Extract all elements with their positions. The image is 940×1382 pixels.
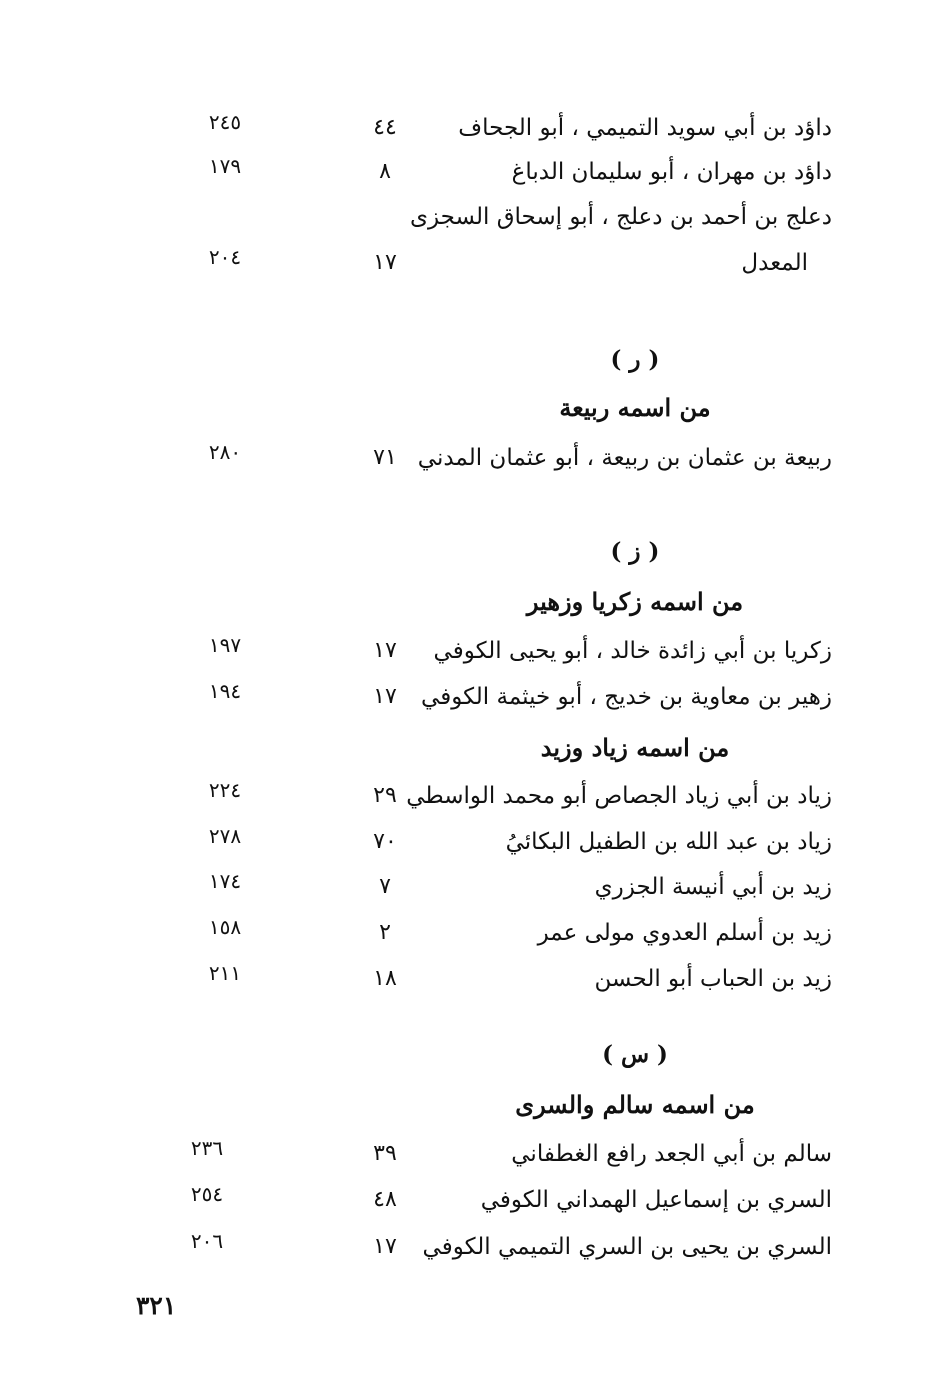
entry-row — [0, 1134, 940, 1174]
entry-page: ٢٨٠ — [208, 440, 242, 464]
entry-row — [0, 776, 940, 816]
entry-page: ٢١١ — [208, 961, 242, 985]
entry-name: زكريا بن أبي زائدة خالد ، أبو يحيى الكوفي — [433, 638, 832, 664]
entry-row — [0, 913, 940, 953]
entry-row — [0, 197, 940, 237]
entry-name: زهير بن معاوية بن خديج ، أبو خيثمة الكوفي — [421, 684, 832, 710]
entry-row — [0, 108, 940, 148]
entry-name: زيد بن أبي أنيسة الجزري — [594, 874, 832, 900]
entry-page: ٢٤٥ — [208, 110, 242, 134]
entry-page: ١٩٧ — [208, 633, 242, 657]
entry-page: ١٧٤ — [208, 869, 242, 893]
entry-number: ٧١ — [373, 445, 397, 470]
entry-number: ٤٨ — [373, 1187, 397, 1212]
entry-name: السري بن إسماعيل الهمداني الكوفي — [480, 1187, 832, 1213]
entry-name: زياد بن أبي زياد الجصاص أبو محمد الواسطي — [406, 783, 832, 809]
section-heading: من اسمه زكريا وزهير — [526, 587, 744, 616]
entry-row — [0, 152, 940, 192]
entry-name: سالم بن أبي الجعد رافع الغطفاني — [511, 1141, 832, 1167]
entry-page: ٢٣٦ — [190, 1136, 224, 1160]
entry-number: ٧ — [379, 874, 391, 899]
entry-page: ٢٥٤ — [190, 1182, 224, 1206]
entry-page: ١٩٤ — [208, 679, 242, 703]
page-number: ٣٢١ — [136, 1291, 177, 1320]
entry-number: ١٧ — [373, 250, 397, 275]
entry-number: ٤٤ — [373, 115, 397, 140]
section-letter: ( ر ) — [610, 346, 660, 373]
entry-name: زيد بن أسلم العدوي مولى عمر — [537, 920, 832, 946]
entry-number: ١٧ — [373, 1234, 397, 1259]
entry-row — [0, 822, 940, 862]
entry-row — [0, 438, 940, 478]
entry-row — [0, 1180, 940, 1220]
entry-number: ٧٠ — [373, 829, 397, 854]
section-heading: من اسمه سالم والسرى — [515, 1090, 755, 1119]
entry-name: المعدل — [741, 250, 808, 276]
section-letter: ( ز ) — [610, 538, 660, 565]
entry-name: زيد بن الحباب أبو الحسن — [594, 966, 832, 992]
entry-name: داؤد بن مهران ، أبو سليمان الدباغ — [511, 159, 832, 185]
entry-name: دعلج بن أحمد بن دعلج ، أبو إسحاق السجزى — [409, 204, 832, 230]
entry-number: ٢٩ — [373, 783, 397, 808]
entry-page: ٢٠٦ — [190, 1229, 224, 1253]
entry-page: ٢٧٨ — [208, 824, 242, 848]
entry-number: ٢ — [379, 920, 391, 945]
entry-row — [0, 1227, 940, 1267]
entry-number: ١٧ — [373, 638, 397, 663]
entry-page: ٢٢٤ — [208, 778, 242, 802]
section-heading: من اسمه زياد وزيد — [540, 733, 730, 762]
entry-name: داؤد بن أبي سويد التميمي ، أبو الجحاف — [458, 115, 832, 141]
entry-number: ٣٩ — [373, 1141, 397, 1166]
entry-number: ١٧ — [373, 684, 397, 709]
entry-page: ١٧٩ — [208, 154, 242, 178]
entry-page: ٢٠٤ — [208, 245, 242, 269]
entry-row — [0, 243, 940, 283]
entry-number: ١٨ — [373, 966, 397, 991]
entry-name: السري بن يحيى بن السري التميمي الكوفي — [422, 1234, 832, 1260]
entry-name: زياد بن عبد الله بن الطفيل البكائيُ — [505, 829, 832, 855]
entry-row — [0, 677, 940, 717]
section-heading: من اسمه ربيعة — [559, 393, 711, 422]
entry-row — [0, 959, 940, 999]
entry-name: ربيعة بن عثمان بن ربيعة ، أبو عثمان المدني — [417, 445, 832, 471]
entry-row — [0, 867, 940, 907]
entry-page: ١٥٨ — [208, 915, 242, 939]
entry-row — [0, 631, 940, 671]
section-letter: ( س ) — [602, 1041, 668, 1068]
entry-number: ٨ — [379, 159, 391, 184]
